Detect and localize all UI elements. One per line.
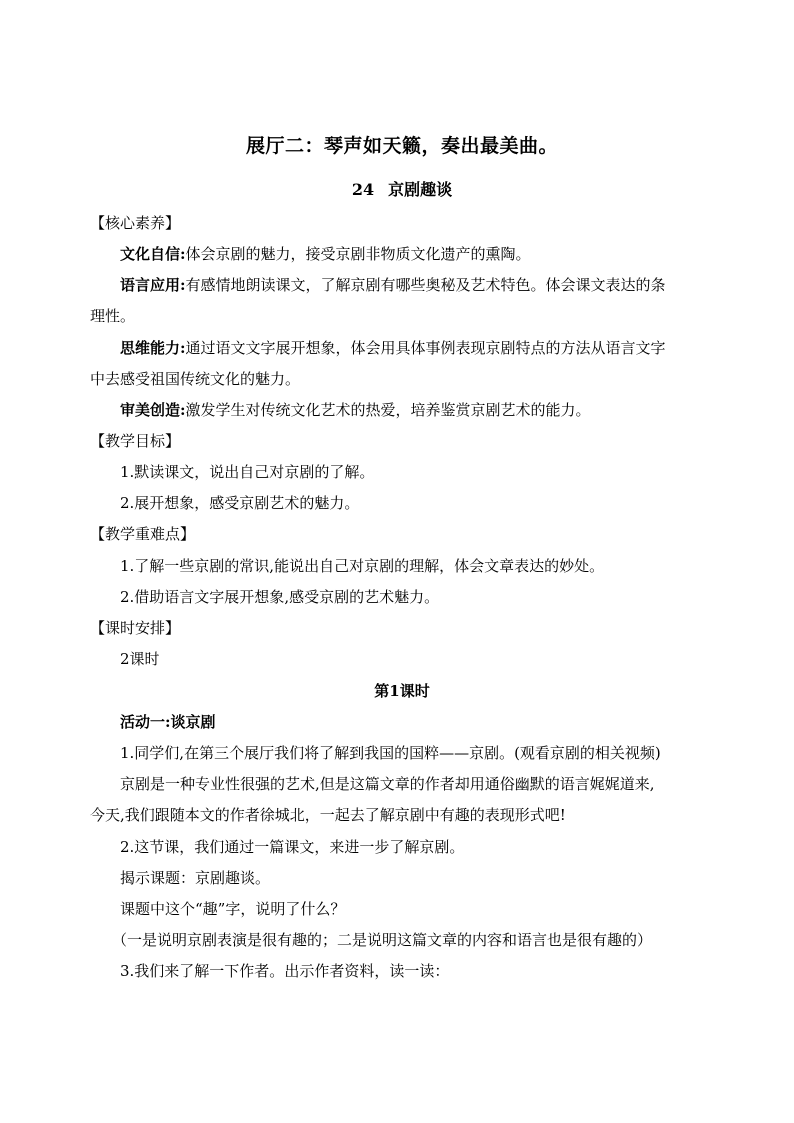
core-item-label: 审美创造:: [120, 401, 186, 419]
core-item-label: 文化自信:: [120, 245, 186, 263]
core-item-text: 体会京剧的魅力，接受京剧非物质文化遗产的熏陶。: [185, 245, 531, 263]
core-item-text-continued: 中去感受祖国传统文化的魅力。: [90, 370, 301, 388]
activity-heading: 活动一:谈京剧: [120, 713, 216, 731]
paragraph: 1.同学们,在第三个展厅我们将了解到我国的国粹——京剧。(观看京剧的相关视频): [120, 744, 661, 762]
page-title: 展厅二：琴声如天籁，奏出最美曲。: [245, 135, 558, 157]
section-heading-key-points: 【教学重难点】: [90, 525, 196, 543]
core-item-culture: [90, 244, 714, 264]
paragraph: 课题中这个“趣”字，说明了什么？: [120, 900, 346, 918]
document-page: [90, 0, 714, 1123]
paragraph: 2.这节课，我们通过一篇课文，来进一步了解京剧。: [120, 838, 465, 856]
lesson-title: [90, 177, 714, 200]
core-item-text: 有感情地朗读课文，了解京剧有哪些奥秘及艺术特色。体会课文表达的条: [185, 276, 666, 294]
core-item-text-continued: 理性。: [90, 307, 136, 325]
paragraph: 3.我们来了解一下作者。出示作者资料，读一读：: [120, 962, 450, 980]
core-item-label: 语言应用:: [120, 276, 186, 294]
lesson-name: 京剧趣谈: [388, 180, 453, 199]
paragraph-continued: 今天,我们跟随本文的作者徐城北，一起去了解京剧中有趣的表现形式吧!: [90, 806, 566, 824]
core-item-thinking: [90, 338, 714, 358]
schedule-text: 2课时: [120, 650, 160, 668]
core-item-language: [90, 275, 714, 295]
lesson-number: 24: [351, 180, 375, 199]
section-heading-schedule: 【课时安排】: [90, 619, 181, 637]
section-heading-goals: 【教学目标】: [90, 432, 181, 450]
goal-item: 1.默读课文，说出自己对京剧的了解。: [120, 463, 375, 481]
lesson-period-heading: 第1课时: [374, 682, 430, 700]
core-item-text: 激发学生对传统文化艺术的热爱，培养鉴赏京剧艺术的能力。: [185, 401, 591, 419]
core-item-text: 通过语文文字展开想象，体会用具体事例表现京剧特点的方法从语言文字: [185, 339, 666, 357]
section-heading-core-literacy: 【核心素养】: [90, 214, 181, 232]
core-item-aesthetic: [90, 400, 714, 420]
paragraph: 揭示课题：京剧趣谈。: [120, 869, 271, 887]
paragraph: 京剧是一种专业性很强的艺术,但是这篇文章的作者却用通俗幽默的语言娓娓道来,: [120, 775, 655, 793]
key-point-item: 1.了解一些京剧的常识,能说出自己对京剧的理解，体会文章表达的妙处。: [120, 557, 605, 575]
core-item-label: 思维能力:: [120, 339, 186, 357]
goal-item: 2.展开想象，感受京剧艺术的魅力。: [120, 494, 360, 512]
paragraph: （一是说明京剧表演是很有趣的；二是说明这篇文章的内容和语言也是很有趣的）: [112, 931, 653, 949]
key-point-item: 2.借助语言文字展开想象,感受京剧的艺术魅力。: [120, 588, 440, 606]
